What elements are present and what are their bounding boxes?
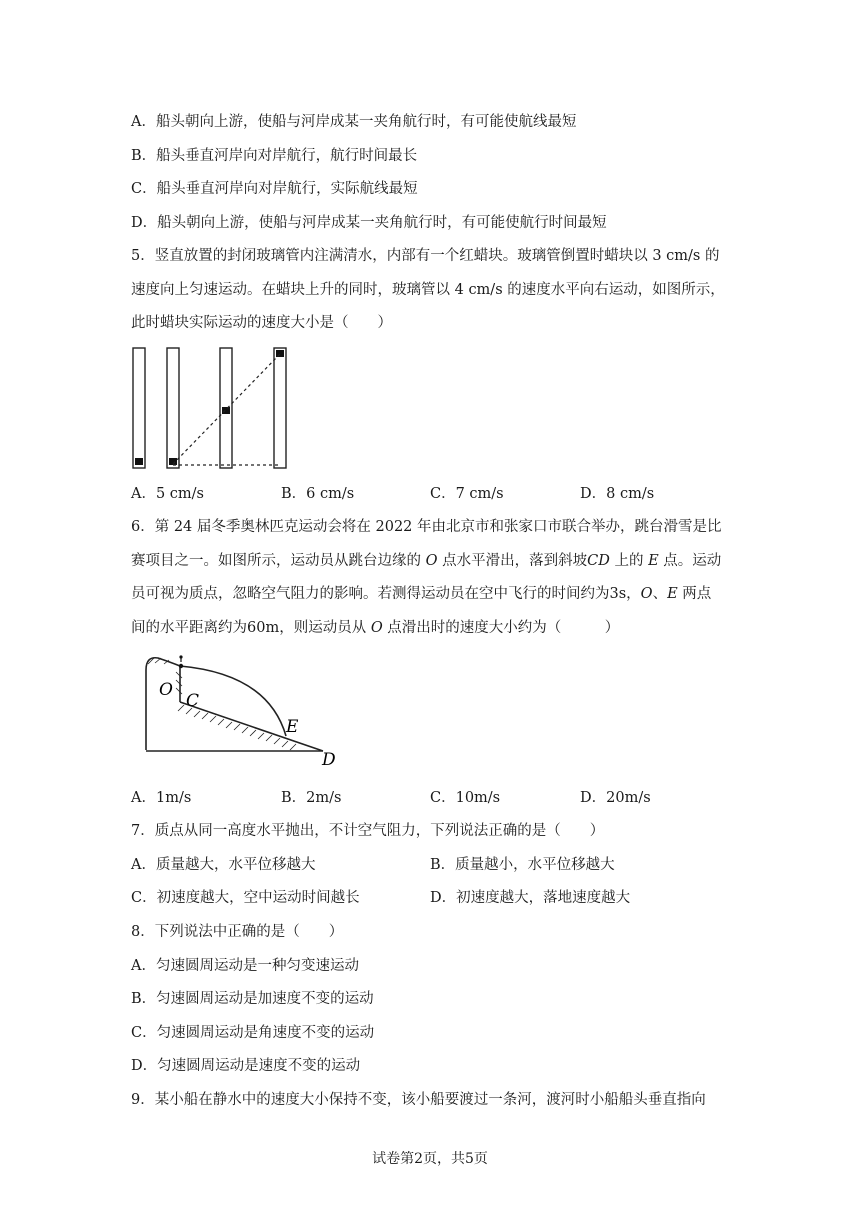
q5-option-d: D．8 cm/s: [580, 486, 655, 502]
q8-stem: 8．下列说法中正确的是（ ）: [131, 924, 344, 940]
q6-option-a: A．1m/s: [131, 790, 192, 806]
q4-option-d: D．船头朝向上游，使船与河岸成某一夹角航行时，有可能使航行时间最短: [131, 215, 607, 231]
q9-stem: 9．某小船在静水中的速度大小保持不变，该小船要渡过一条河，渡河时小船船头垂直指向: [131, 1092, 706, 1108]
q6-option-c: C．10m/s: [430, 790, 501, 806]
tube-4: [274, 348, 286, 468]
q7-option-c: C．初速度越大，空中运动时间越长: [131, 890, 360, 906]
slope-cd: [180, 702, 323, 751]
q6-stem-line4: 间的水平距离约为60m，则运动员从 O 点滑出时的速度大小约为（ ）: [131, 620, 620, 636]
q8-option-a: A．匀速圆周运动是一种匀变速运动: [131, 958, 359, 974]
q7-option-a: A．质量越大，水平位移越大: [131, 857, 316, 873]
q6-option-d: D．20m/s: [580, 790, 651, 806]
q5-stem-line1: 5．竖直放置的封闭玻璃管内注满清水，内部有一个红蜡块。玻璃管倒置时蜡块以 3 cm/s 的: [131, 248, 720, 264]
q5-option-c: C．7 cm/s: [430, 486, 504, 502]
q7-stem: 7．质点从同一高度水平抛出，不计空气阻力，下列说法正确的是（ ）: [131, 823, 605, 839]
jump-platform-curve: [146, 658, 180, 750]
wax-block-3: [222, 407, 230, 414]
q6-ski-jump-figure: [128, 650, 353, 770]
q7-option-d: D．初速度越大，落地速度越大: [430, 890, 631, 906]
q6-stem-line1: 6．第 24 届冬季奥林匹克运动会将在 2022 年由北京市和张家口市联合举办，跳台滑雪是比: [131, 519, 722, 535]
q5-tube-figure: [128, 344, 293, 472]
q5-stem-line3: 此时蜡块实际运动的速度大小是（ ）: [131, 315, 392, 331]
label-e: E: [286, 717, 299, 737]
wax-block-1: [135, 458, 143, 465]
q5-option-a: A．5 cm/s: [131, 486, 205, 502]
q8-option-b: B．匀速圆周运动是加速度不变的运动: [131, 991, 374, 1007]
label-c: C: [186, 691, 200, 711]
skier-icon: [179, 655, 183, 668]
page-footer: 试卷第2页，共5页: [372, 1151, 488, 1167]
q5-option-b: B．6 cm/s: [281, 486, 355, 502]
q4-option-a: A．船头朝向上游，使船与河岸成某一夹角航行时，有可能使航线最短: [131, 114, 577, 130]
q6-option-b: B．2m/s: [281, 790, 342, 806]
q4-option-b: B．船头垂直河岸向对岸航行，航行时间最长: [131, 148, 418, 164]
wax-block-4: [276, 350, 284, 357]
q8-option-c: C．匀速圆周运动是角速度不变的运动: [131, 1025, 375, 1041]
q7-option-b: B．质量越小，水平位移越大: [430, 857, 615, 873]
label-o: O: [159, 680, 173, 700]
q6-stem-line3: 员可视为质点，忽略空气阻力的影响。若测得运动员在空中飞行的时间约为3s，O、E 两点: [131, 586, 712, 602]
tube-2: [167, 348, 179, 468]
q5-stem-line2: 速度向上匀速运动。在蜡块上升的同时，玻璃管以 4 cm/s 的速度水平向右运动，如图所示，: [131, 282, 725, 298]
q8-option-d: D．匀速圆周运动是速度不变的运动: [131, 1058, 361, 1074]
label-d: D: [322, 750, 336, 770]
tube-1: [133, 348, 145, 468]
q6-stem-line2: 赛项目之一。如图所示，运动员从跳台边缘的 O 点水平滑出，落到斜坡CD 上的 E 点。运动: [131, 553, 722, 569]
q4-option-c: C．船头垂直河岸向对岸航行，实际航线最短: [131, 181, 418, 197]
